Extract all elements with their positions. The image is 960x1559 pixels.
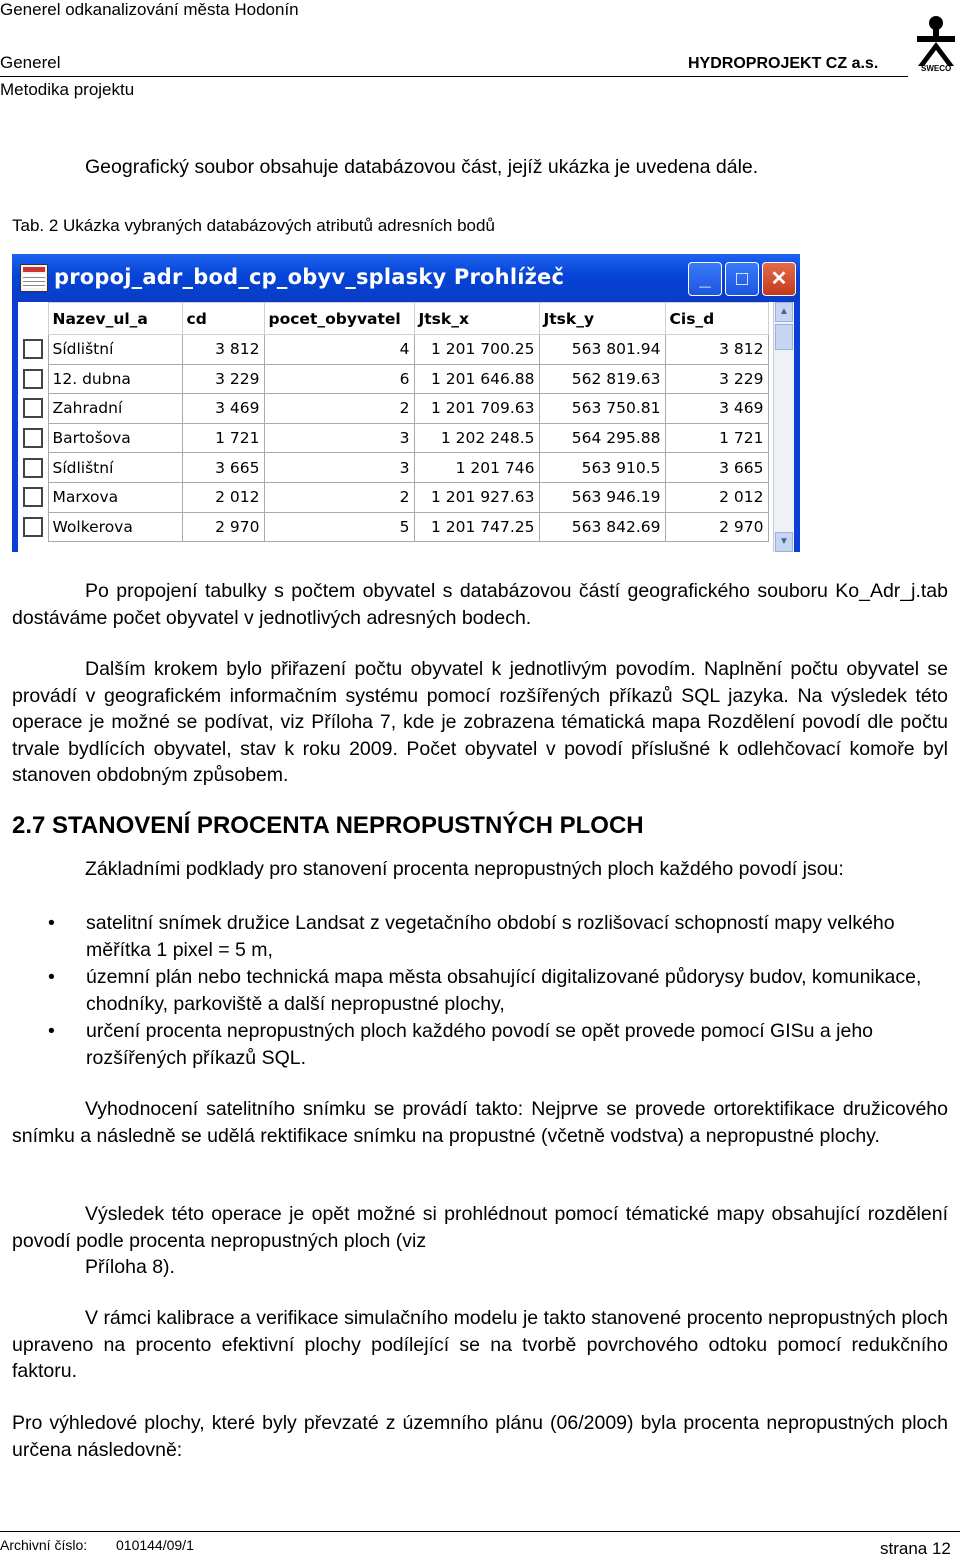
- paragraph-4: [12, 1096, 948, 1149]
- close-button[interactable]: ✕: [762, 262, 796, 296]
- title-bar[interactable]: [12, 254, 800, 302]
- cell-cd[interactable]: 3 812: [182, 335, 264, 365]
- paragraph-2-text: Dalším krokem bylo přiřazení počtu obyvatel k jednotlivým povodím. Naplnění počtu obyvatel se provádí v geografickém informačním systému pomocí rozšířených příkazů SQL jazyka. Na výsledek této operace je možné se podívat, viz Příloha 7, kde je zobrazena tématická mapa Rozdělení povodí dle počtu trvale bydlících obyvatel, stav k roku 2009. Počet obyvatel v povodí příslušné k odlehčovací komoře byl stanoven obdobným způsobem.: [12, 658, 948, 786]
- table-row: [18, 482, 768, 512]
- paragraph-1: [12, 578, 948, 631]
- cell-cis-d[interactable]: 3 469: [665, 394, 768, 424]
- cell-cd[interactable]: 2 012: [182, 482, 264, 512]
- browser-table-icon: [20, 264, 48, 292]
- row-select-checkbox[interactable]: [23, 369, 43, 389]
- cell-population[interactable]: 6: [264, 364, 414, 394]
- paragraph-7-text: Pro výhledové plochy, které byly převzaté z územního plánu (06/2009) byla procenta nepropustných ploch určena následovně:: [12, 1412, 948, 1461]
- cell-jtsk-y[interactable]: 563 946.19: [539, 482, 665, 512]
- table-row: [18, 335, 768, 365]
- cell-jtsk-y[interactable]: 563 801.94: [539, 335, 665, 365]
- cell-cd[interactable]: 1 721: [182, 423, 264, 453]
- cell-street[interactable]: 12. dubna: [48, 364, 182, 394]
- maximize-button[interactable]: □: [725, 262, 759, 296]
- cell-cis-d[interactable]: 3 665: [665, 453, 768, 483]
- row-select-checkbox[interactable]: [23, 339, 43, 359]
- intro-text: Geografický soubor obsahuje databázovou část, jejíž ukázka je uvedena dále.: [85, 156, 759, 178]
- cell-jtsk-y[interactable]: 563 842.69: [539, 512, 665, 542]
- vertical-scrollbar[interactable]: [773, 302, 794, 552]
- table-row: [18, 453, 768, 483]
- row-select-checkbox[interactable]: [23, 458, 43, 478]
- table-header-row: [18, 303, 768, 335]
- column-header[interactable]: cd: [182, 303, 264, 335]
- cell-jtsk-x[interactable]: 1 201 747.25: [414, 512, 539, 542]
- cell-jtsk-x[interactable]: 1 201 646.88: [414, 364, 539, 394]
- cell-street[interactable]: Marxova: [48, 482, 182, 512]
- paragraph-4-text: Vyhodnocení satelitního snímku se provádí takto: Nejprve se provede ortorektifikace družicového snímku a následně se udělá rektifikace snímku na propustné (včetně vodstva) a nepropustné plochy.: [12, 1098, 948, 1147]
- table-caption: Tab. 2 Ukázka vybraných databázových atributů adresních bodů: [12, 216, 495, 235]
- attribute-table: [18, 302, 769, 542]
- paragraph-5: [12, 1201, 948, 1281]
- header-section: Generel: [0, 53, 61, 72]
- cell-street[interactable]: Bartošova: [48, 423, 182, 453]
- cell-population[interactable]: 3: [264, 453, 414, 483]
- table-row: [18, 364, 768, 394]
- paragraph-3-text: Základními podklady pro stanovení procenta nepropustných ploch každého povodí jsou:: [85, 858, 844, 880]
- paragraph-2: [12, 656, 948, 789]
- cell-street[interactable]: Zahradní: [48, 394, 182, 424]
- list-item: • územní plán nebo technická mapa města obsahující digitalizované půdorysy budov, komunikace, chodníky, parkoviště a další nepropustné plochy,: [12, 964, 948, 1017]
- appendix-reference: Příloha 8).: [85, 1256, 175, 1278]
- cell-jtsk-x[interactable]: 1 201 709.63: [414, 394, 539, 424]
- paragraph-6-text: V rámci kalibrace a verifikace simulačního modelu je takto stanovené procento nepropustných ploch upraveno na procento efektivní plochy podílející se na tvorbě povrchového odtoku pomocí redukčního faktoru.: [12, 1307, 948, 1382]
- archive-label: Archivní číslo:: [0, 1537, 88, 1553]
- header-company: HYDROPROJEKT CZ a.s.: [688, 55, 879, 72]
- archive-number: 010144/09/1: [116, 1537, 194, 1553]
- logo-text: SWECO: [921, 64, 952, 73]
- cell-street[interactable]: Sídlištní: [48, 335, 182, 365]
- cell-cis-d[interactable]: 1 721: [665, 423, 768, 453]
- cell-cd[interactable]: 3 469: [182, 394, 264, 424]
- column-header[interactable]: Nazev_ul_a: [48, 303, 182, 335]
- window-title: propoj_adr_bod_cp_obyv_splasky Prohlížeč: [54, 265, 565, 289]
- cell-population[interactable]: 2: [264, 394, 414, 424]
- paragraph-6: [12, 1305, 948, 1385]
- column-header[interactable]: Jtsk_y: [539, 303, 665, 335]
- table-row: [18, 423, 768, 453]
- cell-jtsk-x[interactable]: 1 201 927.63: [414, 482, 539, 512]
- paragraph-5-text: Výsledek této operace je opět možné si prohlédnout pomocí tématické mapy obsahující rozdělení povodí podle procenta nepropustných ploch (viz: [12, 1203, 948, 1252]
- header-rule: [0, 76, 908, 77]
- column-header[interactable]: Cis_d: [665, 303, 768, 335]
- scroll-thumb[interactable]: [775, 324, 793, 350]
- list-item: • určení procenta nepropustných ploch každého povodí se opět provede pomocí GISu a jeho rozšířených příkazů SQL.: [12, 1018, 948, 1071]
- row-select-checkbox[interactable]: [23, 428, 43, 448]
- cell-jtsk-y[interactable]: 562 819.63: [539, 364, 665, 394]
- table-row: [18, 394, 768, 424]
- header-subsection: Metodika projektu: [0, 80, 135, 99]
- cell-street[interactable]: Sídlištní: [48, 453, 182, 483]
- scroll-down-icon[interactable]: ▼: [775, 532, 793, 552]
- row-select-checkbox[interactable]: [23, 398, 43, 418]
- list-item: • satelitní snímek družice Landsat z vegetačního období s rozlišovací schopností mapy velkého měřítka 1 pixel = 5 m,: [12, 910, 948, 963]
- cell-population[interactable]: 5: [264, 512, 414, 542]
- cell-cd[interactable]: 3 229: [182, 364, 264, 394]
- cell-cd[interactable]: 3 665: [182, 453, 264, 483]
- header-project: Generel odkanalizování města Hodonín: [0, 0, 299, 19]
- viewer-window: [12, 254, 800, 552]
- column-header[interactable]: pocet_obyvatel: [264, 303, 414, 335]
- cell-population[interactable]: 3: [264, 423, 414, 453]
- cell-population[interactable]: 2: [264, 482, 414, 512]
- cell-street[interactable]: Wolkerova: [48, 512, 182, 542]
- row-select-checkbox[interactable]: [23, 487, 43, 507]
- footer-rule: [0, 1531, 960, 1532]
- row-select-checkbox[interactable]: [23, 517, 43, 537]
- table-row: [18, 512, 768, 542]
- intro-paragraph: [12, 154, 948, 181]
- section-heading: 2.7 STANOVENÍ PROCENTA NEPROPUSTNÝCH PLOCH: [12, 812, 644, 839]
- cell-jtsk-y[interactable]: 563 910.5: [539, 453, 665, 483]
- cell-cis-d[interactable]: 2 012: [665, 482, 768, 512]
- cell-cis-d[interactable]: 3 812: [665, 335, 768, 365]
- cell-jtsk-y[interactable]: 563 750.81: [539, 394, 665, 424]
- page-number: strana 12: [880, 1539, 951, 1558]
- cell-cis-d[interactable]: 3 229: [665, 364, 768, 394]
- paragraph-7: [12, 1410, 948, 1463]
- browser-grid-area: [18, 302, 794, 552]
- bullet-list: [12, 910, 948, 1072]
- column-header[interactable]: Jtsk_x: [414, 303, 539, 335]
- cell-cis-d[interactable]: 2 970: [665, 512, 768, 542]
- minimize-button[interactable]: _: [688, 262, 722, 296]
- paragraph-1-text: Po propojení tabulky s počtem obyvatel s databázovou částí geografického souboru Ko_Adr_j.tab dostáváme počet obyvatel v jednotlivých adresných bodech.: [12, 580, 948, 629]
- cell-cd[interactable]: 2 970: [182, 512, 264, 542]
- scroll-up-icon[interactable]: ▲: [775, 302, 793, 322]
- cell-jtsk-x[interactable]: 1 201 700.25: [414, 335, 539, 365]
- paragraph-3: [12, 856, 948, 883]
- cell-jtsk-y[interactable]: 564 295.88: [539, 423, 665, 453]
- sweco-logo: [914, 14, 958, 76]
- cell-population[interactable]: 4: [264, 335, 414, 365]
- cell-jtsk-x[interactable]: 1 202 248.5: [414, 423, 539, 453]
- cell-jtsk-x[interactable]: 1 201 746: [414, 453, 539, 483]
